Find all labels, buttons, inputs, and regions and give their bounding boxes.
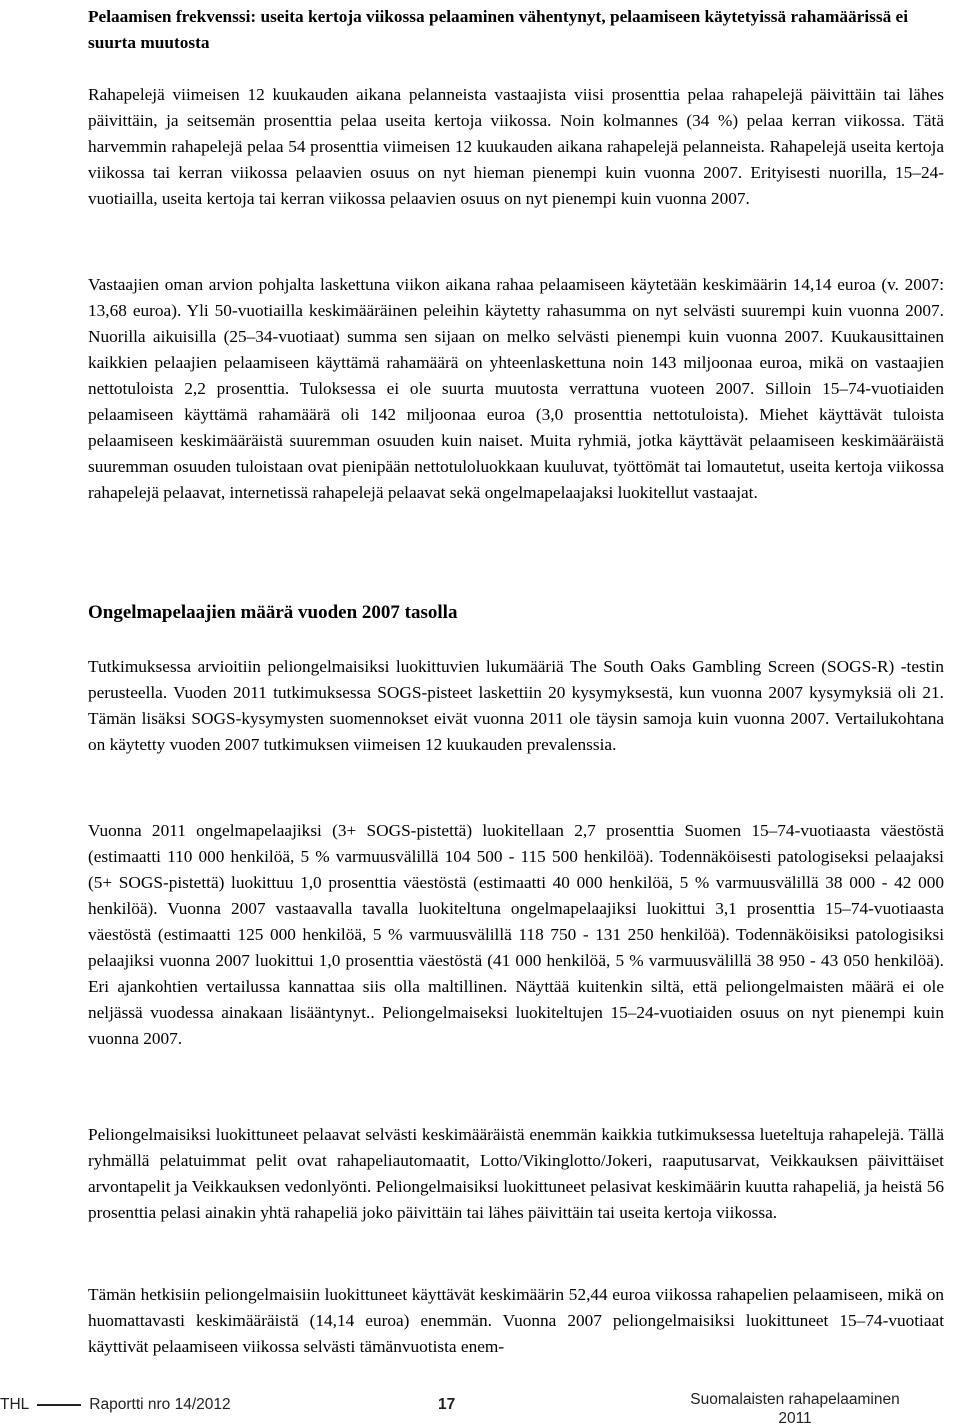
- page-footer: [0, 1391, 960, 1427]
- footer-report: Raportti nro 14/2012: [89, 1396, 231, 1413]
- section-heading-problem-gamblers: Ongelmapelaajien määrä vuoden 2007 tasolla: [88, 602, 458, 623]
- footer-title-line1: Suomalaisten rahapelaaminen: [690, 1391, 900, 1408]
- footer-org: THL: [0, 1396, 30, 1413]
- paragraph-frequency-2: Vastaajien oman arvion pohjalta laskettuna viikon aikana rahaa pelaamiseen käytetään keskimäärin 14,14 euroa (v. 2007: 13,68 euroa). Yli 50-vuotiailla keskimääräinen peleihin käytetty rahasumma on nyt selvästi suurempi kuin vuonna 2007. Nuorilla aikuisilla (25–34-vuotiaat) summa sen sijaan on melko selvästi pienempi kuin vuonna 2007. Kuukausittainen kaikkien pelaajien pelaamiseen käyttämä rahamäärä on yhteenlaskettuna noin 143 miljoonaa euroa, mikä on vastaajien nettotuloista 2,2 prosenttia. Tuloksessa ei ole suurta muutosta verrattuna vuoteen 2007. Silloin 15–74-vuotiaiden pelaamiseen käyttämä rahamäärä oli 142 miljoonaa euroa (3,0 prosenttia nettotuloista). Miehet käyttävät tuloista pelaamiseen keskimääräistä suuremman osuuden kuin naiset. Muita ryhmiä, jotka käyttävät pelaamiseen keskimääräistä suuremman osuuden tuloistaan ovat pienipään nettotuloluokkaan kuuluvat, työttömät tai lomautetut, useita kertoja viikossa rahapelejä pelaavat, internetissä rahapelejä pelaavat sekä ongelmapelaajaksi luokitellut vastaajat.: [88, 275, 944, 502]
- paragraph-problem-2: Vuonna 2011 ongelmapelaajiksi (3+ SOGS-pistettä) luokitellaan 2,7 prosenttia Suomen 15–74-vuotiaasta väestöstä (estimaatti 110 000 henkilöä, 5 % varmuusvälillä 104 500 - 115 500 henkilöä). Todennäköisesti patologiseksi pelaajaksi (5+ SOGS-pistettä) luokittuu 1,0 prosenttia väestöstä (estimaatti 40 000 henkilöä, 5 % varmuusvälillä 38 000 - 42 000 henkilöä). Vuonna 2007 vastaavalla tavalla luokiteltuna ongelmapelaajiksi luokittui 3,1 prosenttia 15–74-vuotiaasta väestöstä (estimaatti 125 000 henkilöä, 5 % varmuusvälillä 118 750 - 131 250 henkilöä). Todennäköisiksi patologisiksi pelaajiksi vuonna 2007 luokittui 1,0 prosenttia väestöstä (41 000 henkilöä, 5 % varmuusvälillä 38 950 - 43 050 henkilöä). Eri ajankohtien vertailussa kannattaa siis olla maltillinen. Näyttää kuitenkin siltä, että peliongelmaisten määrä ei ole neljässä vuodessa ainakaan lisääntynyt.. Peliongelmaiseksi luokiteltujen 15–24-vuotiaiden osuus on nyt pienempi kuin vuonna 2007.: [88, 821, 944, 1048]
- footer-title-line2: 2011: [778, 1410, 812, 1427]
- section-heading-frequency: Pelaamisen frekvenssi: useita kertoja viikossa pelaaminen vähentynyt, pelaamiseen käytetyissä rahamäärissä ei suurta muutosta: [88, 7, 909, 52]
- paragraph-frequency-1: Rahapelejä viimeisen 12 kuukauden aikana pelanneista vastaajista viisi prosenttia pelaa rahapelejä päivittäin tai lähes päivittäin, ja seitsemän prosenttia pelaa useita kertoja viikossa. Noin kolmannes (34 %) pelaa kerran viikossa. Tätä harvemmin rahapelejä pelaa 54 prosenttia viimeisen 12 kuukauden aikana rahapelejä pelanneista. Rahapelejä useita kertoja viikossa tai kerran viikossa pelaavien osuus on nyt hieman pienempi kuin vuonna 2007. Erityisesti nuorilla, 15–24-vuotiailla, useita kertoja tai kerran viikossa pelaavien osuus on nyt pienempi kuin vuonna 2007.: [88, 85, 944, 208]
- paragraph-problem-3: Peliongelmaisiksi luokittuneet pelaavat selvästi keskimääräistä enemmän kaikkia tutkimuksessa lueteltuja rahapelejä. Tällä ryhmällä pelatuimmat pelit ovat rahapeliautomaatit, Lotto/Vikinglotto/Jokeri, raaputusarvat, Veikkauksen päivittäiset arvontapelit ja Veikkauksen vedonlyönti. Peliongelmaisiksi luokittuneet pelasivat keskimäärin kuutta rahapeliä, ja heistä 56 prosenttia pelasi ainakin yhtä rahapeliä joko päivittäin tai lähes päivittäin tai useita kertoja viikossa.: [88, 1125, 944, 1222]
- footer-page-number: 17: [438, 1396, 456, 1413]
- footer-rule: [37, 1404, 81, 1406]
- footer-publication-title: [690, 1390, 900, 1428]
- paragraph-problem-1: Tutkimuksessa arvioitiin peliongelmaisiksi luokittuvien lukumääriä The South Oaks Gambling Screen (SOGS-R) -testin perusteella. Vuoden 2011 tutkimuksessa SOGS-pisteet laskettiin 20 kysymyksestä, kun vuonna 2007 kysymyksiä oli 21. Tämän lisäksi SOGS-kysymysten suomennokset eivät vuonna 2011 ole täysin samoja kuin vuonna 2007. Vertailukohtana on käytetty vuoden 2007 tutkimuksen viimeisen 12 kuukauden prevalenssia.: [88, 657, 944, 754]
- footer-report-info: [0, 1396, 231, 1414]
- paragraph-problem-4: Tämän hetkisiin peliongelmaisiin luokittuneet käyttävät keskimäärin 52,44 euroa viikossa rahapelien pelaamiseen, mikä on huomattavasti keskimääräistä (14,14 euroa) enemmän. Vuonna 2007 peliongelmaisiksi luokittuneet 15–74-vuotiaat käyttivät pelaamiseen viikossa selvästi tämänvuotista enem-: [88, 1285, 944, 1356]
